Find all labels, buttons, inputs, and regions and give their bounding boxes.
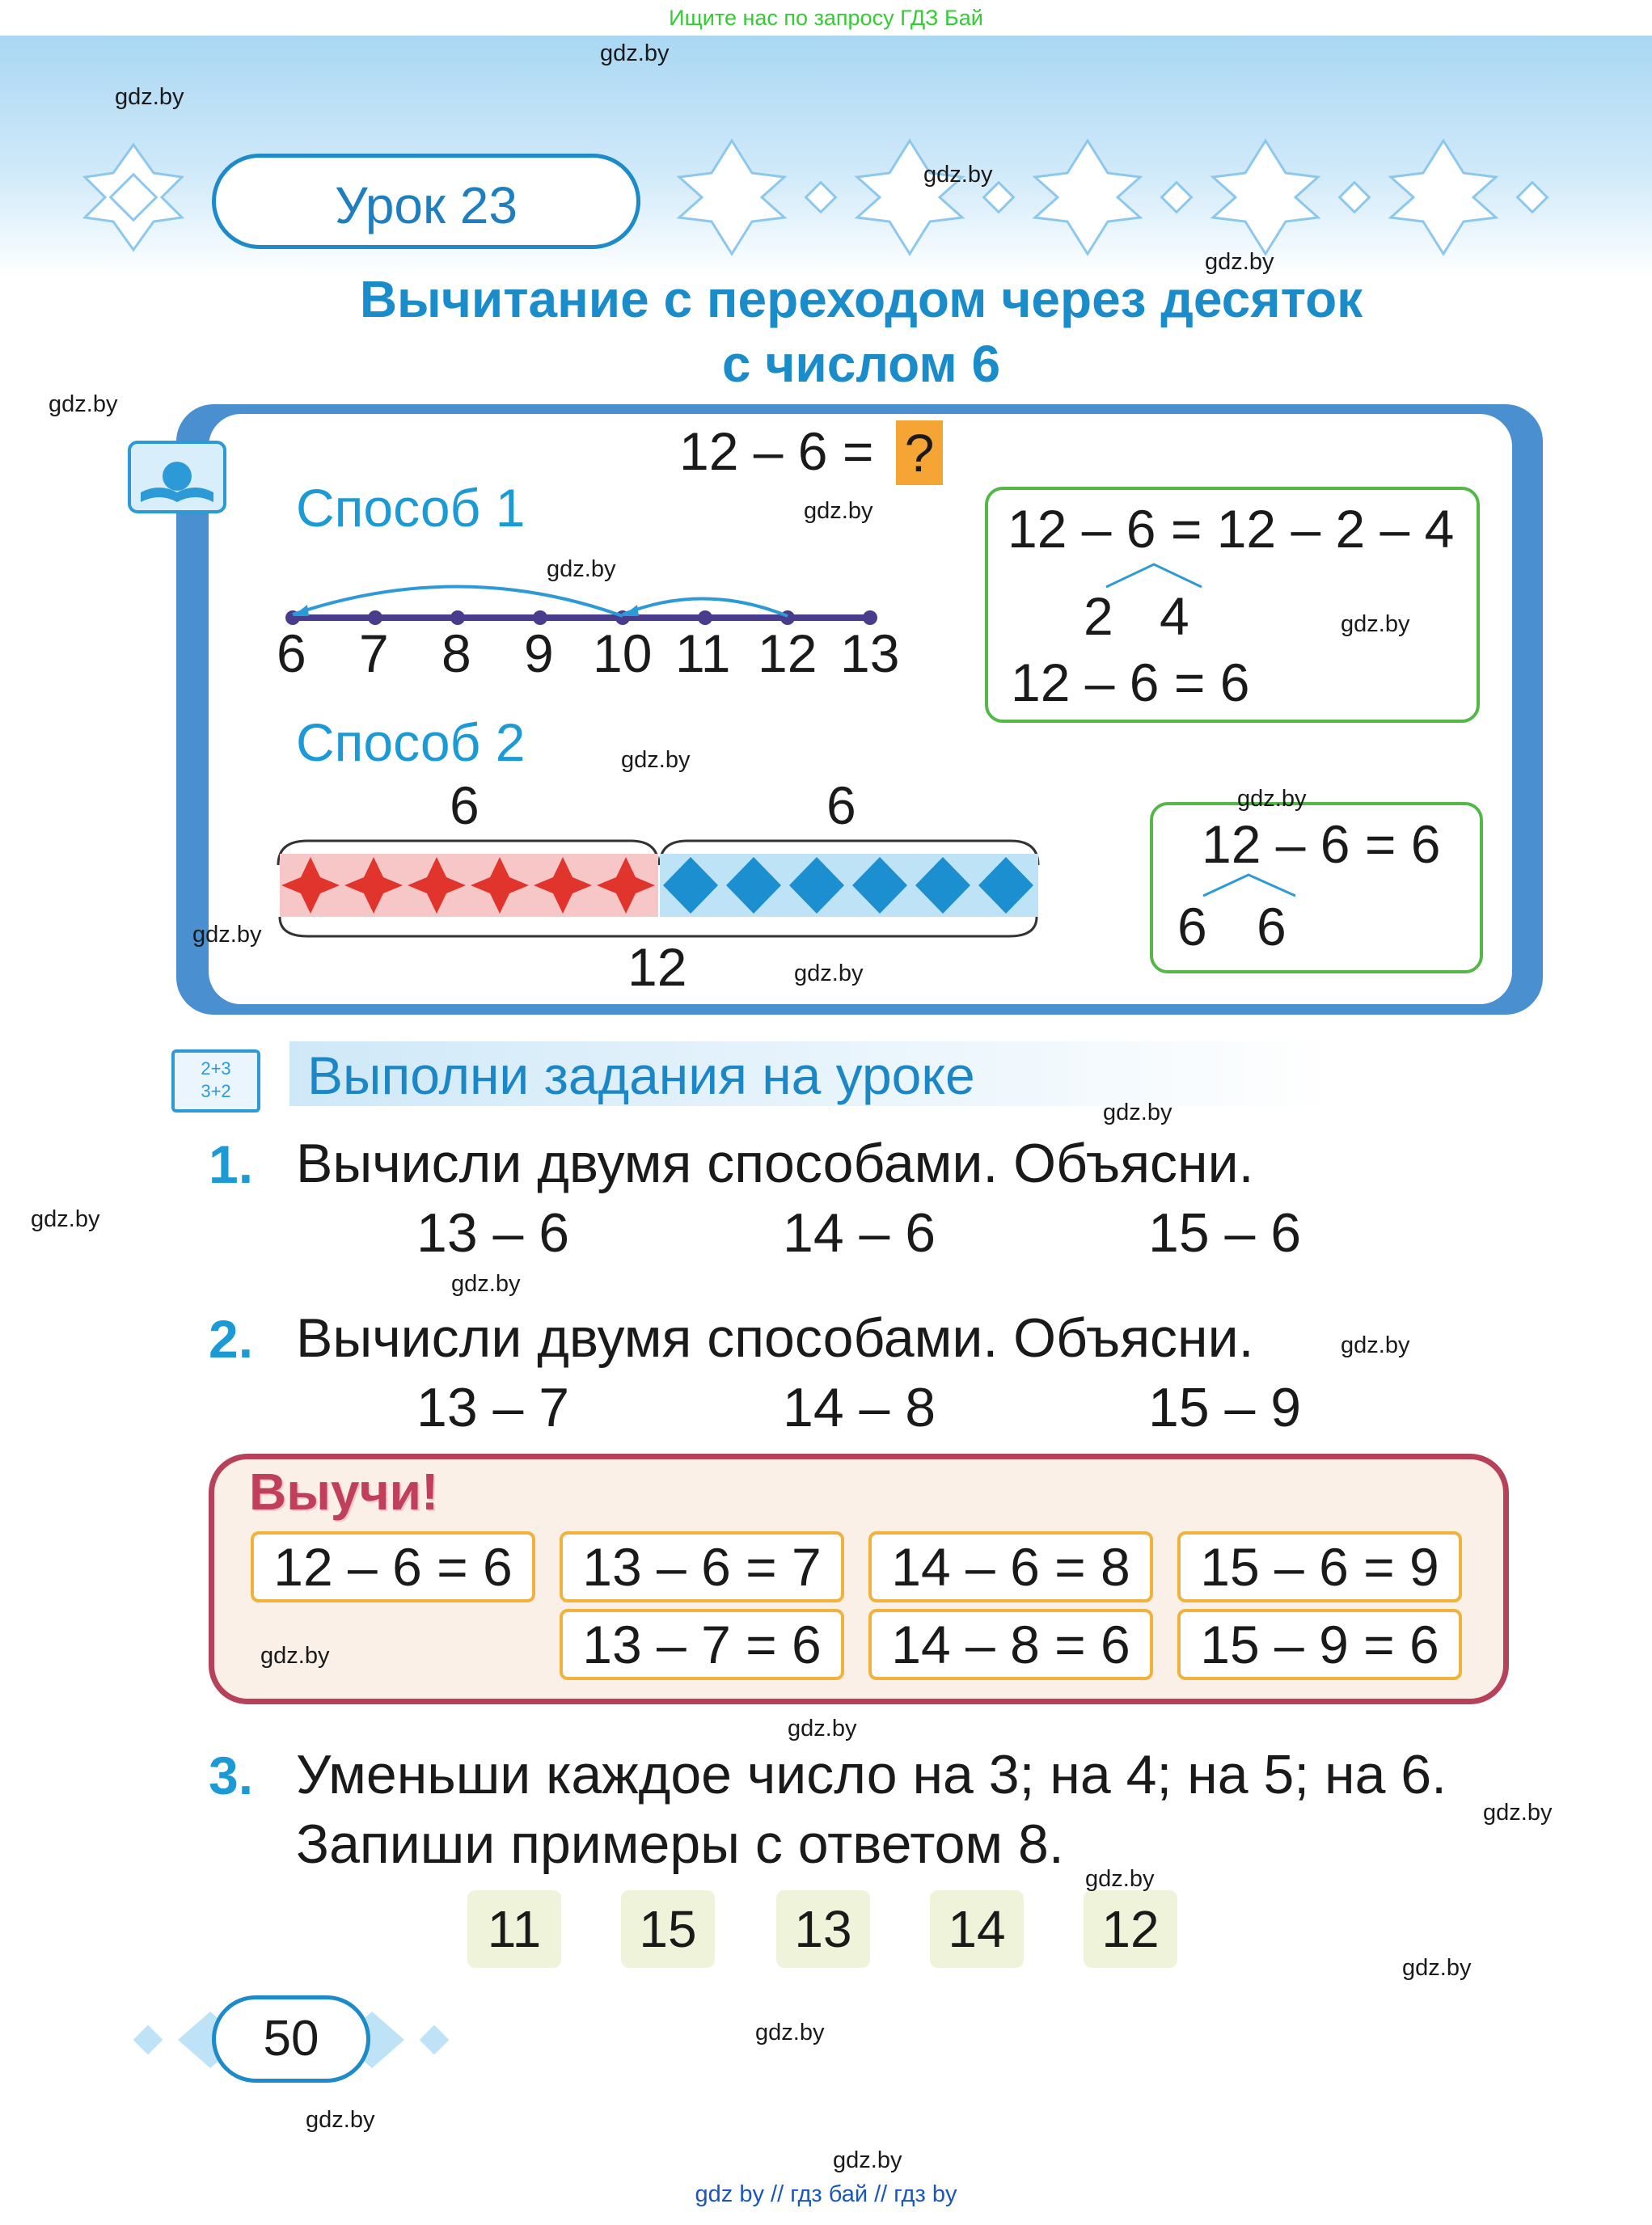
split-lines-2	[1194, 870, 1307, 899]
learn-fact: 13 – 7 = 6	[560, 1609, 844, 1680]
learn-fact: 13 – 6 = 7	[560, 1531, 844, 1602]
watermark: gdz.by	[1205, 249, 1274, 275]
ornament-strip-icon	[671, 137, 1577, 258]
watermark: gdz.by	[1103, 1100, 1172, 1125]
task3-number: 3.	[209, 1746, 254, 1805]
task2-expr-2: 14 – 8	[783, 1377, 936, 1438]
chalkboard-line-1: 2+3	[201, 1058, 231, 1079]
watermark: gdz.by	[804, 498, 873, 524]
number-tile: 13	[776, 1890, 870, 1968]
method2-box-line1: 12 – 6 = 6	[1202, 814, 1441, 874]
learn-fact: 12 – 6 = 6	[251, 1531, 535, 1602]
method1-split-4: 4	[1160, 586, 1189, 646]
watermark: gdz.by	[451, 1271, 521, 1297]
watermark: gdz.by	[306, 2107, 375, 2133]
footer-links[interactable]: gdz by // гдз бай // гдз by	[695, 2181, 957, 2207]
watermark: gdz.by	[833, 2147, 902, 2173]
nl-12: 12	[758, 623, 818, 683]
task1-text: Вычисли двумя способами. Объясни.	[296, 1133, 1254, 1194]
nl-9: 9	[524, 623, 554, 683]
watermark: gdz.by	[600, 40, 670, 66]
watermark: gdz.by	[621, 747, 691, 773]
title-line-2: с числом 6	[721, 335, 1001, 393]
learn-fact: 15 – 6 = 9	[1177, 1531, 1462, 1602]
number-line-labels	[275, 623, 900, 687]
method2-split-a: 6	[1177, 897, 1207, 956]
tasks-header: Выполни задания на уроке	[307, 1045, 975, 1105]
nl-13: 13	[840, 623, 900, 683]
task1-expr-1: 13 – 6	[416, 1202, 570, 1264]
number-tile: 11	[467, 1890, 561, 1968]
method1-split-2: 2	[1084, 586, 1113, 646]
learn-fact: 14 – 6 = 8	[868, 1531, 1153, 1602]
watermark: gdz.by	[115, 84, 184, 110]
method2-split-b: 6	[1257, 897, 1287, 956]
number-tile: 14	[930, 1890, 1024, 1968]
watermark: gdz.by	[1483, 1800, 1553, 1826]
learn-fact: 15 – 9 = 6	[1177, 1609, 1462, 1680]
title-line-1: Вычитание с переходом через десяток	[359, 270, 1363, 328]
watermark: gdz.by	[31, 1206, 100, 1232]
method2-right-count: 6	[826, 775, 856, 835]
chalkboard-icon	[171, 1049, 260, 1112]
task2-text: Вычисли двумя способами. Объясни.	[296, 1307, 1254, 1369]
open-book-sun-icon	[128, 441, 226, 513]
task2-number: 2.	[209, 1309, 254, 1369]
learn-fact: 14 – 8 = 6	[868, 1609, 1153, 1680]
watermark: gdz.by	[755, 2020, 825, 2046]
top-banner: Ищите нас по запросу ГДЗ Бай	[669, 6, 983, 30]
watermark: gdz.by	[1085, 1866, 1155, 1892]
main-expression-text: 12 – 6 =	[679, 421, 874, 481]
nl-11: 11	[675, 623, 731, 683]
learn-title: Выучи!	[249, 1463, 439, 1521]
watermark: gdz.by	[260, 1643, 330, 1669]
task3-line-1: Уменьши каждое число на 3; на 4; на 5; на 6.	[296, 1744, 1447, 1805]
method2-label: Способ 2	[296, 712, 526, 772]
task2-expr-1: 13 – 7	[416, 1377, 570, 1438]
page-title	[0, 267, 1652, 396]
watermark: gdz.by	[1237, 786, 1307, 812]
watermark: gdz.by	[192, 922, 262, 948]
snowflake-ornament-icon	[81, 141, 186, 254]
watermark: gdz.by	[1402, 1955, 1472, 1981]
question-box: ?	[896, 420, 943, 485]
watermark: gdz.by	[794, 961, 864, 986]
watermark: gdz.by	[923, 162, 993, 188]
page-number: 50	[212, 1995, 370, 2083]
chalkboard-line-2: 3+2	[201, 1081, 231, 1101]
nl-8: 8	[442, 623, 471, 683]
task1-expr-2: 14 – 6	[783, 1202, 936, 1264]
watermark: gdz.by	[788, 1716, 857, 1742]
method1-label: Способ 1	[296, 478, 526, 538]
watermark: gdz.by	[547, 556, 616, 582]
task1-expr-3: 15 – 6	[1148, 1202, 1302, 1264]
task1-number: 1.	[209, 1134, 254, 1194]
method2-total: 12	[627, 937, 687, 997]
nl-7: 7	[359, 623, 389, 683]
watermark: gdz.by	[1341, 611, 1410, 637]
number-tile: 12	[1084, 1890, 1177, 1968]
task3-line-2: Запиши примеры с ответом 8.	[296, 1813, 1064, 1875]
nl-10: 10	[593, 623, 653, 683]
task2-expr-3: 15 – 9	[1148, 1377, 1302, 1438]
method2-left-count: 6	[450, 775, 480, 835]
nl-6: 6	[277, 623, 306, 683]
watermark: gdz.by	[49, 391, 118, 417]
watermark: gdz.by	[1341, 1332, 1410, 1358]
main-expression	[679, 420, 873, 482]
number-tile: 15	[621, 1890, 715, 1968]
lesson-badge: Урок 23	[212, 154, 640, 249]
method1-box-line1: 12 – 6 = 12 – 2 – 4	[1008, 499, 1455, 559]
method1-box	[985, 487, 1480, 723]
method1-box-line2: 12 – 6 = 6	[1011, 652, 1250, 712]
method2-box	[1150, 802, 1483, 973]
